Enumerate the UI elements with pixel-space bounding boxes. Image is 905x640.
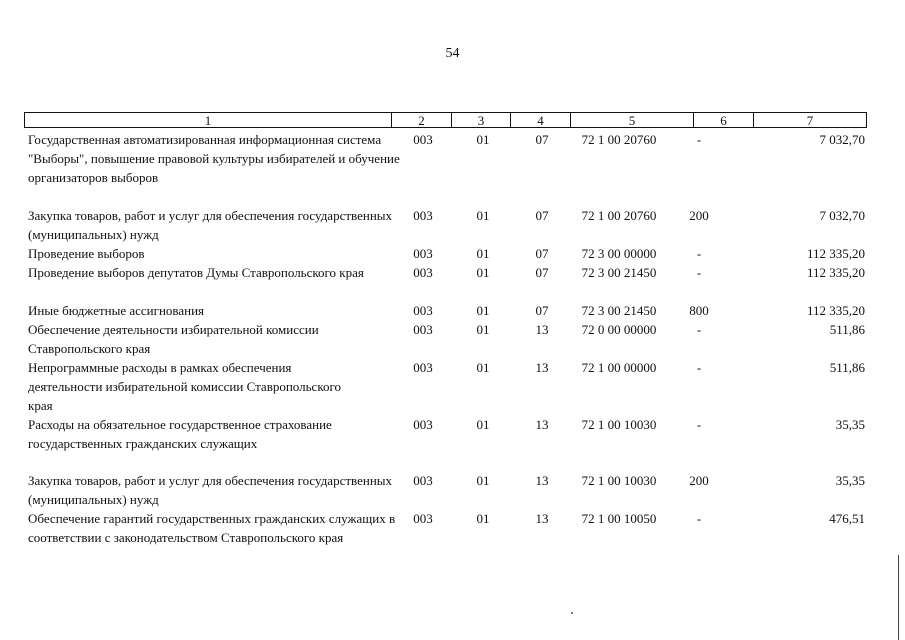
row-name: Обеспечение деятельности избирательной комиссии Ставропольского края [28, 322, 319, 356]
scan-edge-mark [898, 555, 899, 640]
row-expense-type: - [696, 360, 702, 375]
row-section: 01 [476, 132, 490, 147]
row-code-admin: 003 [413, 303, 433, 318]
header-col-4: 4 [510, 113, 570, 127]
row-code-admin: 003 [413, 511, 433, 526]
table-header-row [24, 112, 867, 128]
row-target-article: 72 3 00 00000 [581, 246, 657, 261]
row-expense-type: 200 [689, 473, 709, 488]
row-section: 01 [476, 511, 490, 526]
row-code-admin: 003 [413, 360, 433, 375]
row-target-article: 72 1 00 10030 [581, 473, 657, 488]
row-code-admin: 003 [413, 246, 433, 261]
row-amount: 511,86 [829, 360, 865, 375]
row-amount: 35,35 [835, 417, 865, 432]
header-col-5: 5 [570, 113, 693, 127]
row-code-admin: 003 [413, 208, 433, 223]
row-amount: 112 335,20 [806, 265, 865, 280]
row-expense-type: 800 [689, 303, 709, 318]
row-subsection: 07 [535, 303, 549, 318]
row-subsection: 07 [535, 265, 549, 280]
header-col-2: 2 [391, 113, 451, 127]
row-section: 01 [476, 246, 490, 261]
row-name: Проведение выборов депутатов Думы Ставропольского края [28, 265, 364, 280]
row-section: 01 [476, 473, 490, 488]
row-subsection: 13 [535, 360, 549, 375]
row-subsection: 07 [535, 208, 549, 223]
row-name: Иные бюджетные ассигнования [28, 303, 205, 318]
row-amount: 476,51 [829, 511, 865, 526]
row-target-article: 72 1 00 00000 [581, 360, 657, 375]
header-col-7: 7 [753, 113, 866, 127]
row-target-article: 72 0 00 00000 [581, 322, 657, 337]
row-code-admin: 003 [413, 417, 433, 432]
row-target-article: 72 1 00 20760 [581, 132, 657, 147]
row-target-article: 72 3 00 21450 [581, 303, 657, 318]
row-expense-type: - [696, 322, 702, 337]
row-amount: 511,86 [829, 322, 865, 337]
row-name: Обеспечение гарантий государственных гражданских служащих в соответствии с законодательством Ставропольского края [28, 511, 396, 545]
scan-speck [571, 612, 573, 614]
row-expense-type: - [696, 417, 702, 432]
row-section: 01 [476, 417, 490, 432]
row-name: Закупка товаров, работ и услуг для обеспечения государственных (муниципальных) нужд [28, 473, 393, 507]
row-section: 01 [476, 303, 490, 318]
row-target-article: 72 1 00 10030 [581, 417, 657, 432]
row-subsection: 13 [535, 417, 549, 432]
row-expense-type: - [696, 132, 702, 147]
row-subsection: 13 [535, 322, 549, 337]
header-col-1: 1 [204, 113, 212, 128]
row-code-admin: 003 [413, 322, 433, 337]
row-target-article: 72 3 00 21450 [581, 265, 657, 280]
row-amount: 35,35 [835, 473, 865, 488]
row-name: Непрограммные расходы в рамках обеспечения деятельности избирательной комиссии Ставропольского края [28, 360, 341, 413]
row-expense-type: 200 [689, 208, 709, 223]
row-target-article: 72 1 00 10050 [581, 511, 657, 526]
row-subsection: 07 [535, 246, 549, 261]
row-expense-type: - [696, 511, 702, 526]
row-section: 01 [476, 360, 490, 375]
row-name: Закупка товаров, работ и услуг для обеспечения государственных (муниципальных) нужд [28, 208, 393, 242]
row-section: 01 [476, 208, 490, 223]
row-expense-type: - [696, 265, 702, 280]
row-amount: 7 032,70 [819, 208, 865, 223]
page-number: 54 [445, 46, 460, 61]
row-section: 01 [476, 265, 490, 280]
row-code-admin: 003 [413, 132, 433, 147]
row-name: Расходы на обязательное государственное страхование государственных гражданских служащих [28, 417, 332, 451]
header-col-3: 3 [451, 113, 510, 127]
row-subsection: 13 [535, 473, 549, 488]
row-subsection: 07 [535, 132, 549, 147]
header-col-6: 6 [693, 113, 753, 127]
row-amount: 112 335,20 [806, 303, 865, 318]
row-amount: 7 032,70 [819, 132, 865, 147]
row-expense-type: - [696, 246, 702, 261]
row-subsection: 13 [535, 511, 549, 526]
row-target-article: 72 1 00 20760 [581, 208, 657, 223]
row-code-admin: 003 [413, 265, 433, 280]
row-name: Государственная автоматизированная информационная система "Выборы", повышение правовой культуры избирателей и обучение организаторов выборов [28, 132, 400, 185]
row-amount: 112 335,20 [806, 246, 865, 261]
row-name: Проведение выборов [28, 246, 145, 261]
row-section: 01 [476, 322, 490, 337]
row-code-admin: 003 [413, 473, 433, 488]
